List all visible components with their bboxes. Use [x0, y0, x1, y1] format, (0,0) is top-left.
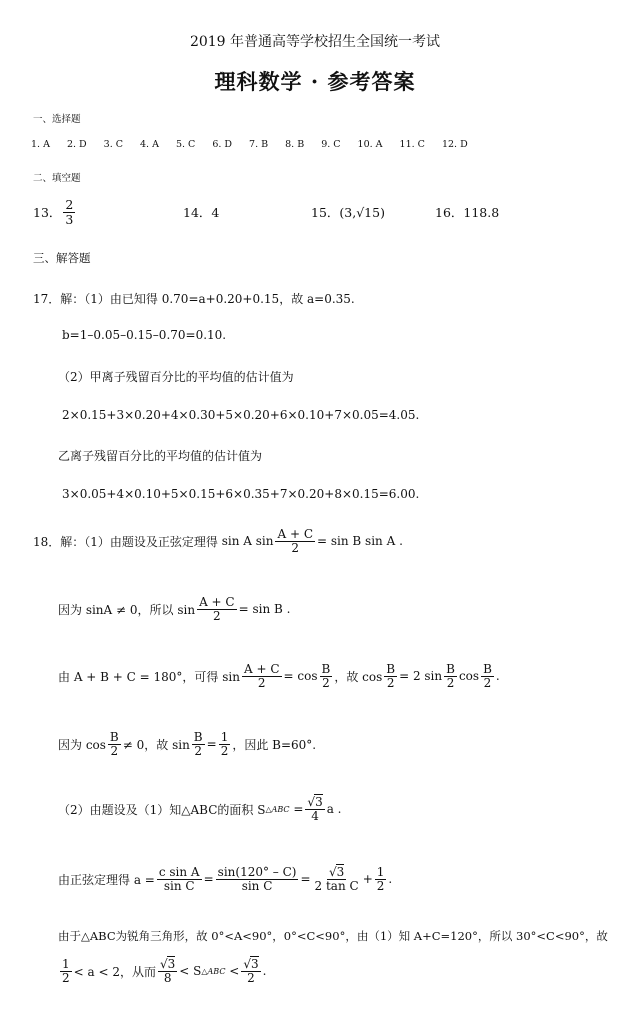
answer-11: 11. C — [399, 139, 425, 150]
denominator: sin C — [163, 878, 195, 893]
fraction — [192, 731, 205, 757]
choice-answers — [31, 139, 485, 150]
answer-15-value: (3,√15) — [339, 204, 385, 220]
numerator: A + C — [277, 527, 314, 541]
numerator: 1 — [220, 730, 229, 744]
answer-1: 1. A — [31, 139, 50, 150]
fraction — [375, 866, 387, 892]
math: = — [206, 737, 217, 752]
p17-line1: 17．解：（1）由已知得 0.70=a+0.20+0.15，故 a=0.35. — [33, 292, 355, 306]
math: . — [388, 872, 393, 887]
fraction — [320, 663, 333, 689]
math: < — [229, 964, 240, 979]
denominator: 2 — [110, 743, 119, 758]
p18-line3 — [58, 663, 500, 689]
answer-12: 12. D — [441, 139, 468, 150]
p18-line1 — [33, 528, 403, 554]
denominator: 2 — [386, 675, 395, 690]
p18-line7: 由于△ABC为锐角三角形，故 0°<A<90°，0°<C<90°，由（1）知 A+C=120°，所以 30°<C<90°，故 — [58, 929, 608, 943]
math: + — [362, 872, 373, 887]
numerator: B — [483, 662, 492, 676]
text: ≠ 0，故 sin — [122, 737, 190, 752]
numerator: B — [109, 730, 119, 744]
denominator: 8 — [163, 970, 172, 985]
denominator: 2 — [483, 675, 492, 690]
answer-6: 6. D — [212, 139, 233, 150]
text: 因为 sinA ≠ 0，所以 sin — [58, 602, 196, 617]
numerator: sin(120° – C) — [217, 865, 297, 879]
fraction — [313, 866, 361, 892]
math: = — [293, 802, 304, 817]
subscript: △ABC — [201, 966, 226, 976]
radicand: 3 — [315, 795, 323, 809]
numerator: √3 — [243, 957, 259, 971]
answer-key-title: 理科数学 · 参考答案 — [214, 69, 416, 94]
answer-13-label: 13． — [33, 205, 62, 220]
math: . — [262, 964, 267, 979]
denominator: 2 — [194, 743, 203, 758]
math: a . — [326, 802, 342, 817]
text: 因为 cos — [58, 737, 106, 752]
fraction — [444, 663, 457, 689]
math: = 2 sin — [399, 669, 443, 684]
p17-line6: 3×0.05+4×0.10+5×0.15+6×0.35+7×0.20+8×0.15=6.00. — [62, 487, 420, 501]
radicand: 3 — [167, 957, 176, 971]
denominator: 2 — [247, 970, 255, 985]
p17-line5: 乙离子残留百分比的平均值的估计值为 — [58, 449, 263, 463]
denominator: 2 — [213, 608, 221, 623]
numerator: 2 — [65, 197, 74, 213]
p17-line4: 2×0.15+3×0.20+4×0.30+5×0.20+6×0.10+7×0.05=4.05. — [62, 408, 420, 422]
fraction — [275, 528, 315, 554]
fraction — [481, 663, 494, 689]
denominator: 4 — [311, 808, 319, 823]
numerator: c sin A — [158, 865, 200, 879]
answer-9: 9. C — [321, 139, 341, 150]
fraction — [242, 663, 282, 689]
answer-10: 10. A — [357, 139, 383, 150]
p17-line2: b=1–0.05–0.15–0.70=0.10. — [62, 328, 227, 342]
denominator: 2 — [220, 743, 229, 758]
answer-15 — [311, 194, 385, 230]
math: = cos — [283, 669, 318, 684]
answer-2: 2. D — [66, 139, 87, 150]
denominator: 3 — [65, 211, 74, 227]
p17-line3: （2）甲离子残留百分比的平均值的估计值为 — [58, 370, 294, 384]
p18-line6 — [58, 866, 392, 892]
exam-title: 2019 年普通高等学校招生全国统一考试 — [189, 34, 441, 50]
denominator: 2 — [446, 675, 455, 690]
numerator: A + C — [243, 662, 280, 676]
fraction — [219, 731, 231, 757]
answer-3: 3. C — [103, 139, 124, 150]
radicand: 3 — [251, 957, 259, 971]
numerator: √3 — [307, 795, 323, 809]
p18-line2 — [58, 596, 290, 622]
denominator: 2 — [291, 540, 300, 555]
p18-line5 — [58, 796, 342, 822]
text: ，故 cos — [334, 669, 383, 684]
answer-15-label: 15． — [311, 205, 340, 220]
denominator: 2 — [62, 970, 70, 985]
fraction — [241, 958, 260, 984]
fraction — [63, 198, 75, 225]
denominator: sin C — [241, 878, 273, 893]
answer-8: 8. B — [285, 139, 305, 150]
answer-16: 16．118.8 — [435, 205, 500, 220]
answer-13 — [33, 194, 77, 230]
answer-4: 4. A — [140, 139, 159, 150]
text: 由正弦定理得 a = — [58, 872, 155, 887]
denominator: 2 — [257, 675, 266, 690]
fraction — [158, 958, 177, 984]
numerator: B — [446, 662, 455, 676]
denominator: 2 tan C — [314, 878, 359, 893]
section-title-solutions: 三、解答题 — [33, 251, 91, 265]
answer-7: 7. B — [249, 139, 269, 150]
text: < a < 2，从而 — [73, 964, 156, 979]
denominator: 2 — [322, 675, 330, 690]
fraction — [384, 663, 397, 689]
fraction — [108, 731, 121, 757]
math: = — [203, 872, 214, 887]
text: （2）由题设及（1）知△ABC的面积 S — [58, 802, 266, 817]
fraction — [197, 596, 237, 622]
math: cos — [458, 669, 480, 684]
math: = sin B sin A . — [317, 534, 403, 549]
text: 18．解：（1）由题设及正弦定理得 — [33, 534, 218, 549]
math: = sin B . — [238, 602, 291, 617]
numerator: B — [321, 662, 331, 676]
numerator: √3 — [159, 957, 176, 971]
math: = — [300, 872, 311, 887]
numerator: A + C — [199, 595, 235, 609]
math: < S — [179, 964, 202, 979]
subscript: △ABC — [265, 804, 290, 814]
text: ，因此 B=60°. — [232, 737, 317, 752]
p18-line8 — [58, 958, 266, 984]
p18-line4 — [58, 731, 316, 757]
section-title-choice: 一、选择题 — [33, 114, 81, 125]
fraction — [305, 796, 324, 822]
numerator: 1 — [376, 865, 385, 879]
fraction — [216, 866, 299, 892]
radicand: 3 — [336, 865, 345, 879]
answer-5: 5. C — [175, 139, 196, 150]
numerator: 1 — [62, 957, 70, 971]
fraction — [157, 866, 202, 892]
fill-answers — [33, 194, 593, 234]
numerator: B — [193, 730, 203, 744]
denominator: 2 — [376, 878, 385, 893]
numerator: B — [386, 662, 396, 676]
fraction — [60, 958, 72, 984]
math: . — [495, 669, 500, 684]
math: sin A sin — [221, 534, 274, 549]
text: 由 A + B + C = 180°，可得 sin — [58, 669, 240, 684]
numerator: √3 — [328, 865, 345, 879]
answer-14: 14．4 — [183, 205, 220, 220]
section-title-fill: 二、填空题 — [33, 173, 81, 184]
